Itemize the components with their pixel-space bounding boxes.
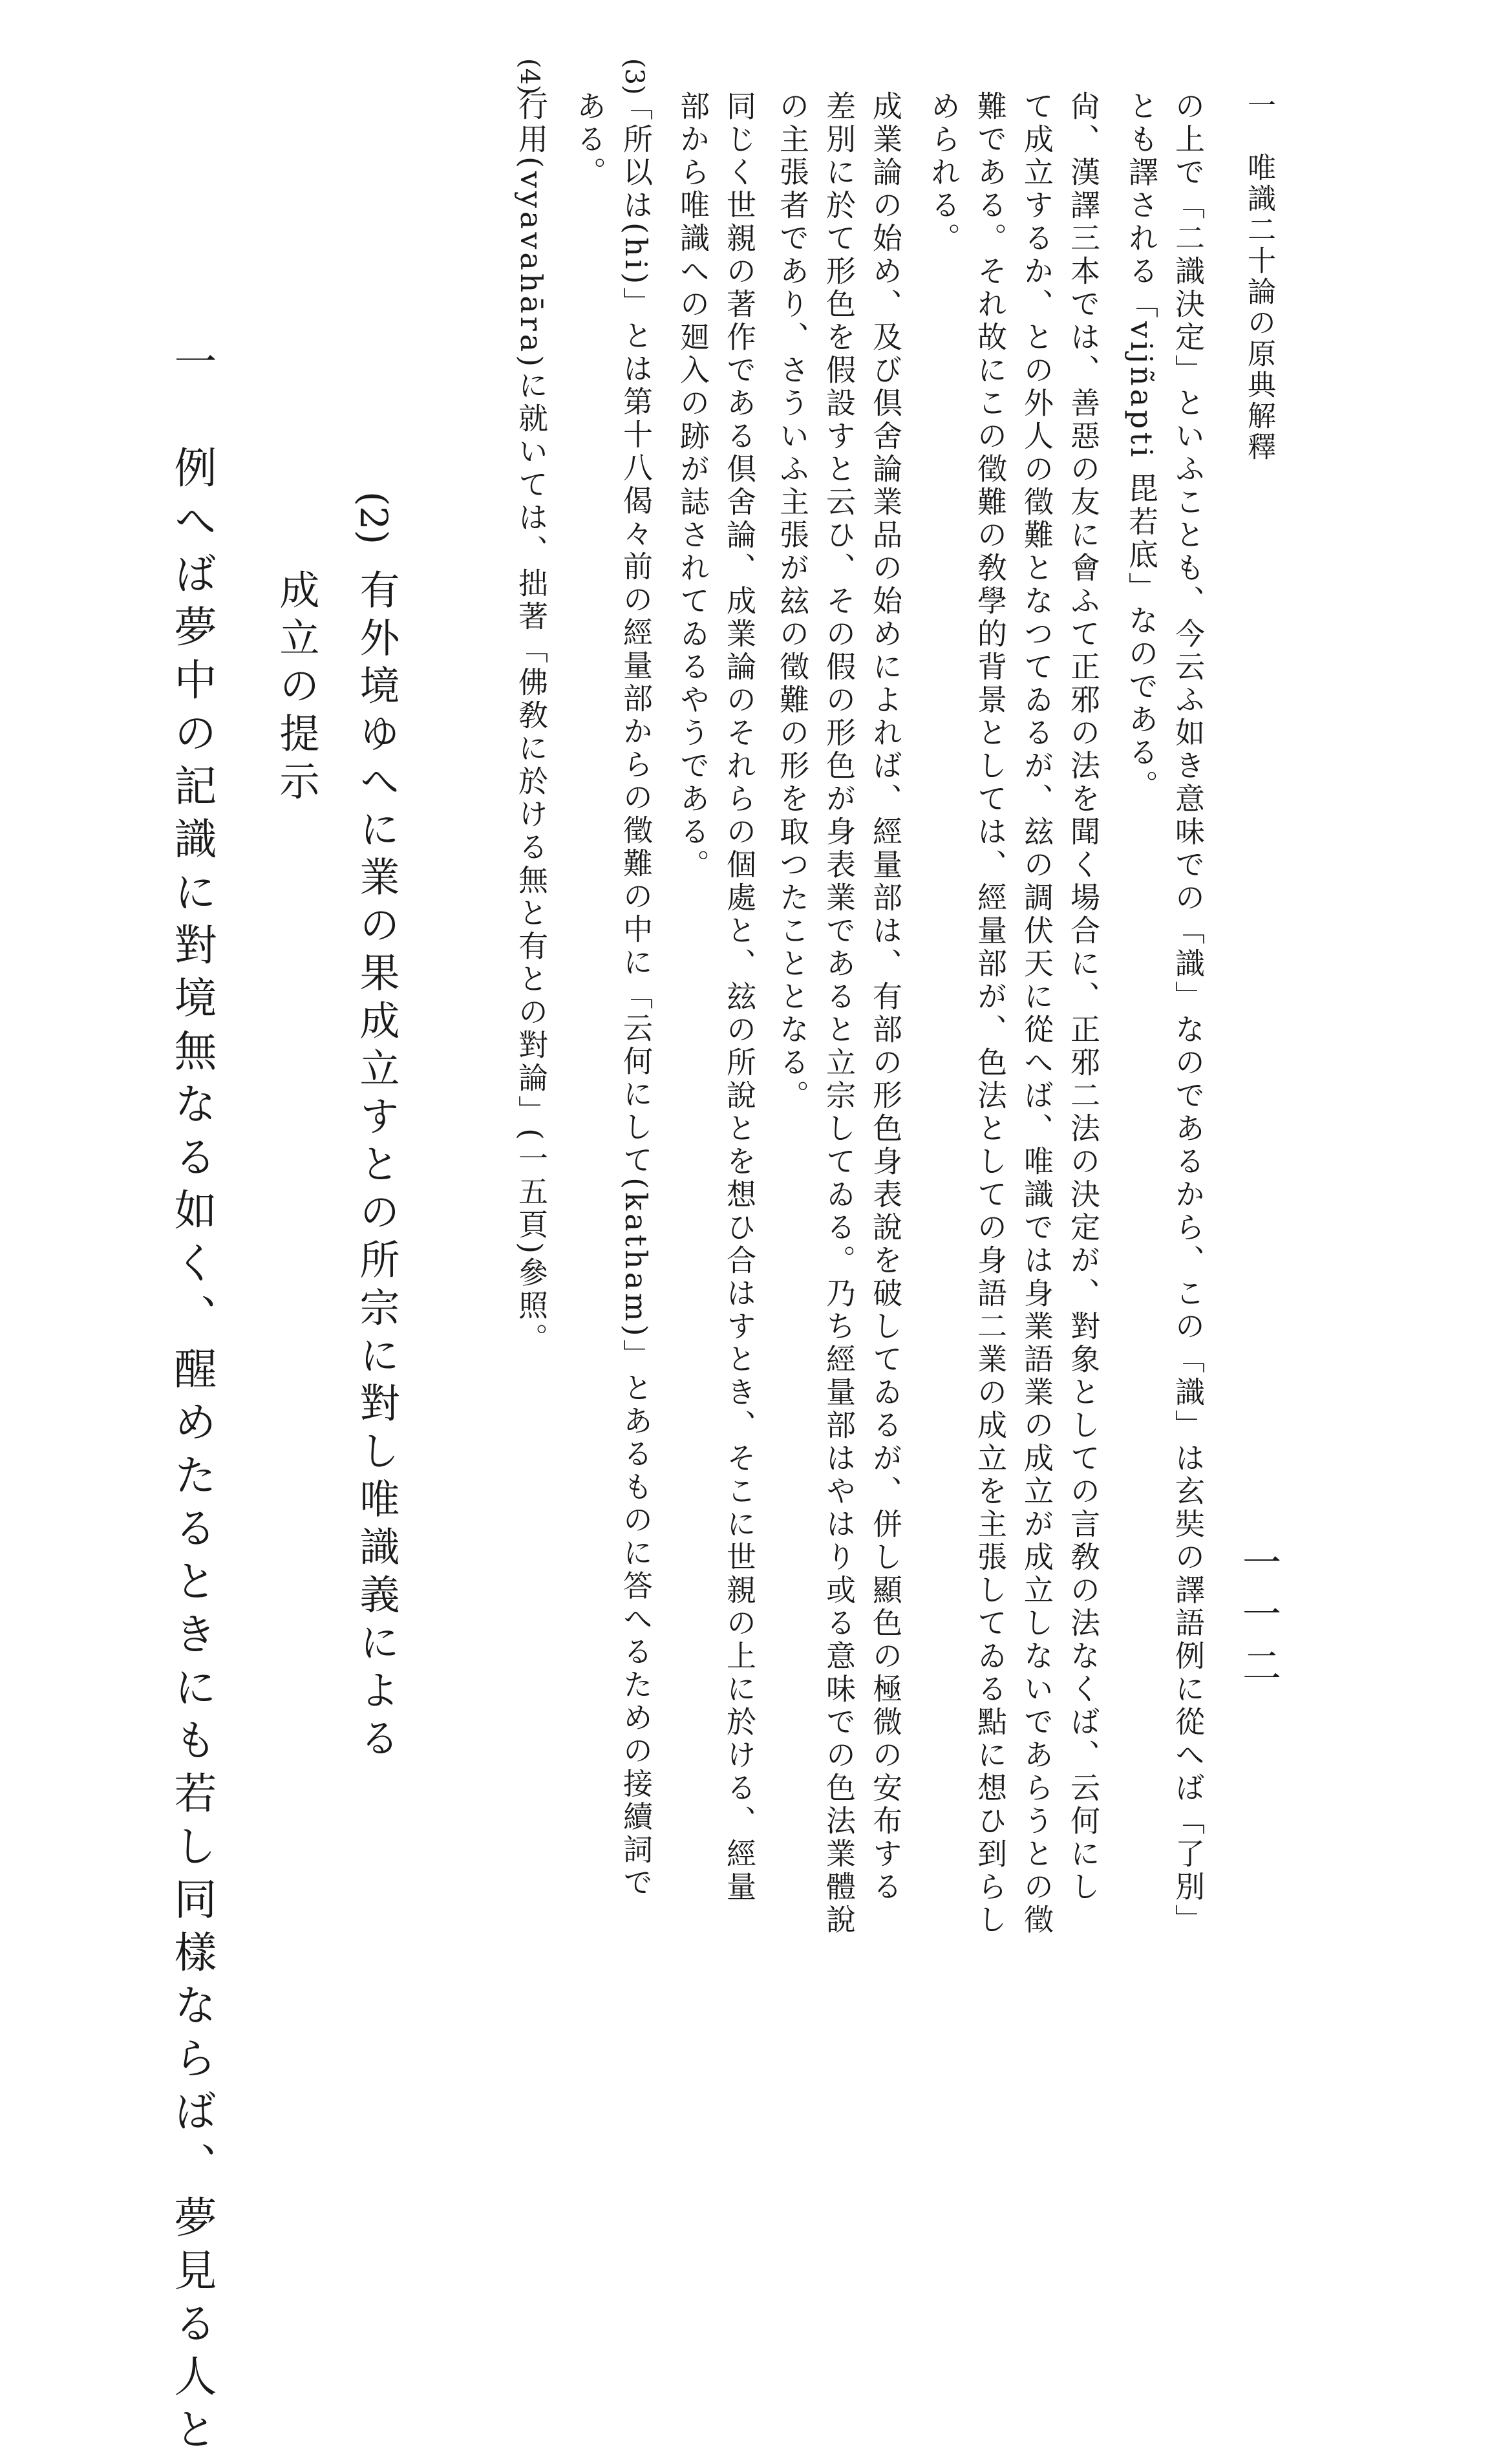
note-paragraph-4-line-2: 部から唯識への廻入の跡が誌されてゐるやうである。 bbox=[676, 91, 710, 882]
section-number: (2) bbox=[352, 491, 396, 545]
note-paragraph-2-line-4: められる。 bbox=[926, 91, 961, 255]
note-paragraph-3-line-3: の主張者であり、さういふ主張が玆の徵難の形を取つたこととなる。 bbox=[775, 91, 810, 1113]
note-paragraph-2-line-3: 難である。それ故にこの徵難の敎學的背景としては、經量部が、色法としての身語二業の成立を主張してゐる點に想ひ到らし bbox=[973, 91, 1008, 1937]
note-paragraph-3-line-2: 差別に於て形色を假設すと云ひ、その假の形色が身表業であると立宗してゐる。乃ち經量部はやはり或る意味での色法業體說 bbox=[822, 91, 857, 1937]
note-3-line-2: ある。 bbox=[572, 91, 607, 189]
section-title-line-1: 有外境ゆへに業の果成立すとの所宗に對し唯識義による bbox=[353, 569, 400, 1765]
section-title-line-2: 成立の提示 bbox=[273, 569, 320, 808]
note-paragraph-2-line-1: 尙、漢譯三本では、善惡の友に會ふて正邪の法を聞く場合に、正邪二法の決定が、對象としての言敎の法なくば、云何にし bbox=[1066, 91, 1101, 1904]
note-3-line-1: 「所以は(hi)」とは第十八偈々前の經量部からの徵難の中に「云何にして(katham)」とあるものに答へるための接續詞で bbox=[619, 91, 654, 1900]
note-paragraph-1-line-2: とも譯される「vijñapti 毘若底」なのである。 bbox=[1124, 91, 1159, 803]
main-text-line-1: 一 例へば夢中の記識に對境無なる如く、醒めたるときにも若し同樣ならば、夢見る人と bbox=[167, 339, 217, 2460]
page-number: 一一二 bbox=[1236, 1542, 1281, 1697]
note-paragraph-4-line-1: 同じく世親の著作である倶舍論、成業論のそれらの個處と、玆の所說とを想ひ合はすとき、そこに世親の上に於ける、經量 bbox=[722, 91, 757, 1904]
note-paragraph-2-line-2: て成立するか、との外人の徵難となつてゐるが、玆の調伏天に從へば、唯識では身業語業の成立が成立しないであらうとの徵 bbox=[1019, 91, 1054, 1937]
note-paragraph-1-line-1: の上で「二識決定」といふことも、今云ふ如き意味での「識」なのであるから、この「識」は玄奘の譯語例に從へば「了別」 bbox=[1171, 91, 1206, 1937]
note-paragraph-3-line-1: 成業論の始め、及び倶舍論業品の始めによれば、經量部は、有部の形色身表說を破してゐるが、併し顯色の極微の安布する bbox=[868, 91, 903, 1904]
note-4-label: (4) bbox=[515, 58, 544, 95]
note-4-line-1: 行用(vyavahāra)に就いては、拙著「佛敎に於ける無と有との對論」(一五頁)參照。 bbox=[514, 91, 549, 1356]
running-title: 一 唯識二十論の原典解釋 bbox=[1242, 91, 1275, 463]
note-3-label: (3) bbox=[619, 58, 649, 95]
